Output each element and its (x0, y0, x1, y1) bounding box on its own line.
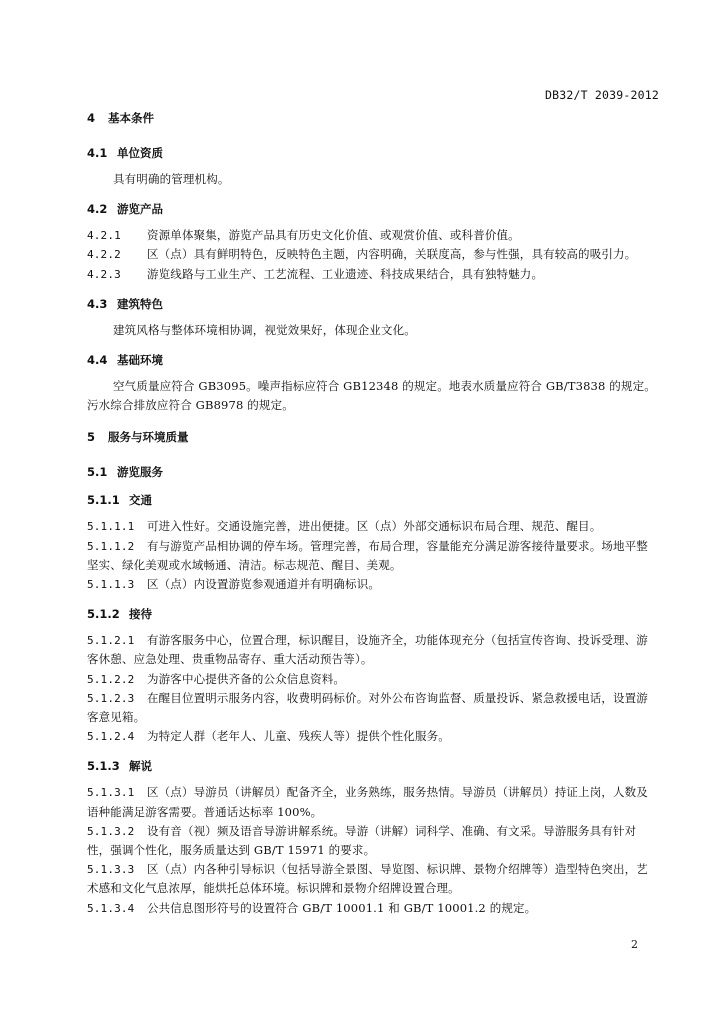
clause-text: 设有音（视）频及语音导游讲解系统。导游（讲解）词科学、准确、有文采。导游服务具有针对性，强调个性化，服务质量达到 GB/T 15971 的要求。 (87, 823, 637, 858)
document-code: DB32/T 2039-2012 (545, 88, 659, 102)
clause-text: 有游客服务中心，位置合理，标识醒目，设施齐全，功能体现充分（包括宣传咨询、投诉受理、游客休憩、应急处理、贵重物品寄存、重大活动预告等）。 (87, 633, 648, 667)
subsection-title: 游览产品 (117, 202, 163, 217)
clause-number: 5.1.3.2 (87, 824, 135, 838)
section-spacer (87, 417, 659, 429)
subsubsection-heading-5-1-2 (87, 606, 659, 622)
clause-item (87, 822, 659, 860)
clause-number: 5.1.3.1 (87, 786, 135, 800)
clause-text: 在醒目位置明示服务内容，收费明码标价。对外公布咨询监督、质量投诉、紧急救援电话，设置游客意见箱。 (87, 690, 648, 725)
clause-text: 公共信息图形符号的设置符合 GB/T 10001.1 和 GB/T 10001.2 的规定。 (147, 900, 537, 915)
clause-text: 资源单体聚集，游览产品具有历史文化价值、或观赏价值、或科普价值。 (147, 228, 520, 243)
clause-number: 5.1.3.3 (87, 863, 135, 877)
clause-item (87, 631, 659, 669)
paragraph: 空气质量应符合 GB3095。噪声指标应符合 GB12348 的规定。地表水质量应符合 GB/T3838 的规定。污水综合排放应符合 GB8978 的规定。 (87, 379, 656, 413)
page-number: 2 (631, 938, 638, 951)
subsection-number: 4.2 (87, 202, 108, 217)
clause-text: 可进入性好。交通设施完善，进出便捷。区（点）外部交通标识布局合理、规范、醒目。 (147, 519, 602, 534)
subsubsection-number: 5.1.2 (87, 607, 120, 622)
subsection-heading-4-4 (87, 352, 659, 368)
clause-item (87, 689, 659, 727)
subsubsection-number: 5.1.1 (87, 493, 120, 508)
clause-number: 5.1.1.1 (87, 520, 135, 534)
clause-number: 5.1.2.3 (87, 691, 135, 705)
section-title: 基本条件 (108, 111, 154, 125)
clause-text: 为游客中心提供齐备的公众信息资料。 (147, 671, 346, 686)
subsubsection-heading-5-1-1 (87, 492, 659, 508)
clause-item (87, 575, 659, 594)
clause-text: 游览线路与工业生产、工艺流程、工业遗迹、科技成果结合，具有独特魅力。 (147, 266, 544, 281)
section-number: 5 (87, 430, 96, 445)
clause-text: 区（点）内设置游览参观通道并有明确标识。 (147, 577, 380, 592)
clause-number: 5.1.1.2 (87, 539, 135, 553)
subsection-title: 建筑特色 (117, 296, 163, 311)
subsection-number: 5.1 (87, 465, 108, 480)
subsubsection-title: 接待 (129, 607, 152, 622)
section-title: 服务与环境质量 (108, 430, 189, 445)
paragraph: 建筑风格与整体环境相协调，视觉效果好，体现企业文化。 (113, 322, 416, 337)
clause-item (87, 727, 659, 746)
clause-number: 5.1.3.4 (87, 901, 135, 915)
clause-number: 5.1.2.4 (87, 730, 135, 744)
clause-item (87, 265, 659, 284)
clause-item (87, 245, 659, 264)
document-body (87, 110, 659, 918)
clause-item (87, 517, 659, 536)
clause-text: 区（点）内各种引导标识（包括导游全景图、导览图、标识牌、景物介绍牌等）造型特色突出，艺术感和文化气息浓厚，能烘托总体环境。标识牌和景物介绍牌设置合理。 (87, 862, 648, 896)
clause-item (87, 226, 659, 245)
subsection-title: 游览服务 (117, 465, 163, 480)
subsubsection-heading-5-1-3 (87, 758, 659, 774)
subsection-title: 基础环境 (117, 353, 163, 368)
clause-text: 区（点）导游员（讲解员）配备齐全，业务熟练，服务热情。导游员（讲解员）持证上岗，人数及语种能满足游客需要。普通话达标率 100%。 (87, 785, 648, 819)
subsection-heading-4-2 (87, 201, 659, 217)
subsection-number: 4.3 (87, 296, 108, 311)
section-number: 4 (87, 111, 96, 125)
clause-item (87, 670, 659, 689)
clause-number: 5.1.1.3 (87, 578, 135, 592)
paragraph: 具有明确的管理机构。 (113, 172, 230, 186)
subsection-number: 4.1 (87, 146, 108, 160)
subsection-heading-4-1 (87, 145, 659, 161)
subsection-heading-4-3 (87, 296, 659, 312)
clause-item (87, 860, 659, 898)
subsubsection-title: 交通 (129, 493, 152, 508)
subsection-title: 单位资质 (117, 146, 163, 160)
clause-number: 4.2.2 (87, 248, 121, 262)
clause-item (87, 899, 659, 918)
clause-item (87, 783, 659, 821)
clause-text: 有与游览产品相协调的停车场。管理完善，布局合理，容量能充分满足游客接待量要求。场地平整坚实、绿化美观或水域畅通、清洁。标志规范、醒目、美观。 (87, 538, 648, 572)
section-heading-4 (87, 110, 659, 126)
clause-text: 区（点）具有鲜明特色，反映特色主题，内容明确，关联度高，参与性强，具有较高的吸引力。 (147, 247, 637, 262)
subsection-heading-5-1 (87, 464, 659, 480)
clause-item (87, 537, 659, 575)
subsubsection-number: 5.1.3 (87, 759, 120, 774)
clause-number: 4.2.1 (87, 229, 121, 243)
section-heading-5 (87, 429, 659, 445)
clause-number: 4.2.3 (87, 267, 121, 281)
subsection-number: 4.4 (87, 353, 108, 368)
clause-number: 5.1.2.2 (87, 672, 135, 686)
clause-number: 5.1.2.1 (87, 634, 135, 648)
clause-text: 为特定人群（老年人、儿童、残疾人等）提供个性化服务。 (147, 729, 450, 744)
subsubsection-title: 解说 (129, 759, 152, 774)
